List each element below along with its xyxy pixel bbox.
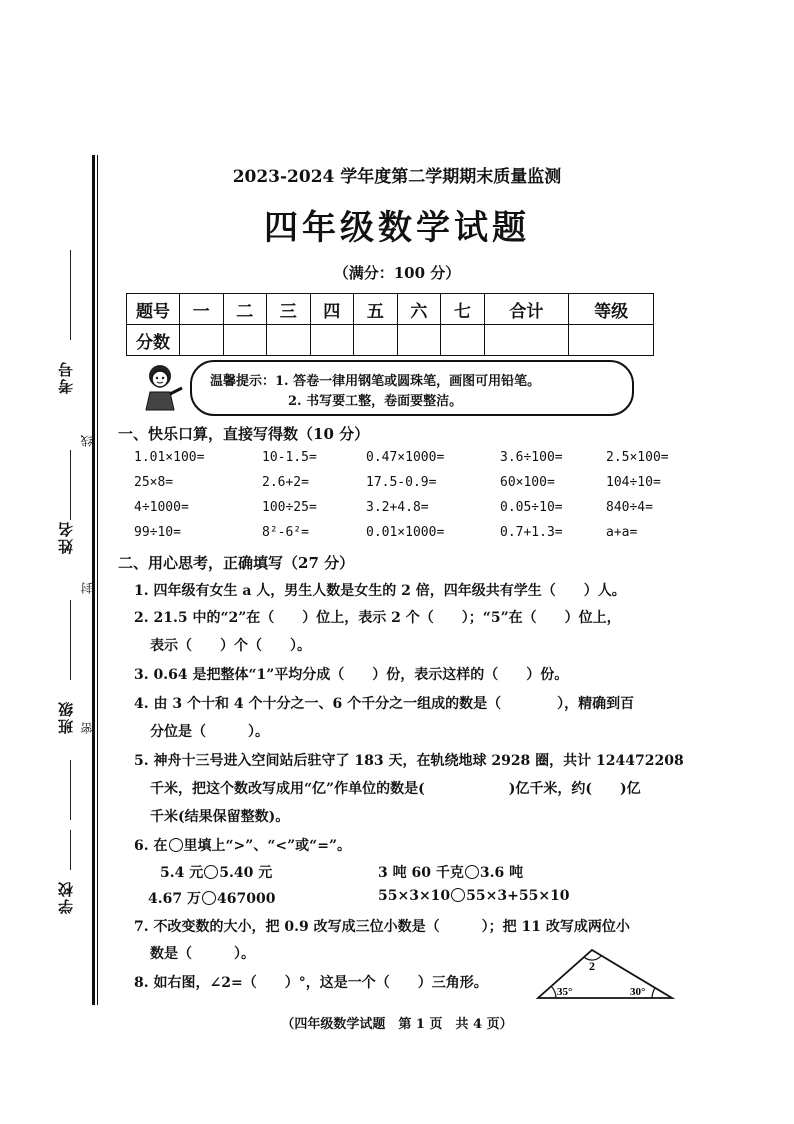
score-header-cell: 等级: [569, 294, 654, 325]
exam-subtitle: 2023-2024 学年度第二学期期末质量监测: [232, 167, 562, 187]
xian-mark: 线: [80, 435, 94, 447]
compare-left: 55×3×10: [378, 888, 451, 904]
calc-item: 2.5×100=: [606, 450, 669, 465]
xuexiao-fill-line: [70, 830, 71, 870]
calc-item: 2.6+2=: [262, 475, 309, 490]
triangle-figure: [534, 944, 676, 1002]
question-7-line1: 7. 不改变数的大小，把 0.9 改写成三位小数是（ ）；把 11 改写成两位小: [134, 919, 630, 935]
question-8: 8. 如右图，∠2=（ ）°，这是一个（ ）三角形。: [134, 975, 488, 991]
question-5-line2: 千米，把这个数改写成用“亿”作单位的数是( )亿千米，约( )亿: [150, 781, 641, 797]
section1-title: 一、快乐口算，直接写得数（10 分）: [118, 425, 370, 443]
xuexiao-label: 学校: [57, 880, 75, 914]
score-cell[interactable]: [180, 325, 224, 356]
question-1: 1. 四年级有女生 a 人，男生人数是女生的 2 倍，四年级共有学生（ ）人。: [134, 583, 626, 599]
tips-bubble: [190, 360, 634, 416]
calc-item: 0.05÷10=: [500, 500, 563, 515]
score-header-cell: 三: [267, 294, 311, 325]
compare-right: 5.40 元: [219, 865, 273, 881]
compare-right: 55×3+55×10: [466, 888, 570, 904]
score-header-cell: 四: [310, 294, 354, 325]
calc-item: 104÷10=: [606, 475, 661, 490]
triangle-angle-left-label: 35°: [557, 986, 573, 998]
cartoon-girl-icon: [138, 362, 188, 412]
compare-left: 5.4 元: [160, 865, 204, 881]
score-cell[interactable]: [267, 325, 311, 356]
exam-title: 四年级数学试题: [264, 208, 530, 248]
compare-right: 467000: [216, 891, 276, 907]
calc-item: 3.6÷100=: [500, 450, 563, 465]
banji-fill-line-2: [70, 760, 71, 820]
tips-line-2: 2. 书写要工整，卷面要整洁。: [288, 394, 463, 409]
score-header-cell: 二: [223, 294, 267, 325]
score-header-cell: 合计: [484, 294, 569, 325]
question-6: [134, 835, 351, 855]
compare-item-d: [378, 888, 570, 904]
compare-left: 3 吨 60 千克: [378, 865, 464, 881]
compare-right: 3.6 吨: [479, 865, 524, 881]
calc-item: 99÷10=: [134, 525, 181, 540]
score-header-cell: 题号: [127, 294, 180, 325]
calc-item: 840÷4=: [606, 500, 653, 515]
calc-item: 4÷1000=: [134, 500, 189, 515]
question-6-tail: 里填上“>”、“<”或“=”。: [183, 838, 352, 854]
question-3: 3. 0.64 是把整体“1”平均分成（ ）份，表示这样的（ ）份。: [134, 667, 569, 683]
mi-mark: 密: [80, 722, 94, 734]
feng-mark: 封: [80, 582, 94, 594]
score-cell[interactable]: [484, 325, 569, 356]
xingming-fill-line: [70, 450, 71, 520]
page-footer: （四年级数学试题 第 1 页 共 4 页）: [281, 1017, 513, 1032]
score-table-header-row: [127, 294, 654, 325]
question-5-line3: 千米(结果保留整数)。: [150, 809, 290, 825]
score-header-cell: 七: [441, 294, 485, 325]
question-4-line2: 分位是（ ）。: [150, 724, 269, 740]
score-cell[interactable]: [223, 325, 267, 356]
kaohao-label: 考号: [57, 360, 75, 394]
compare-item-b: [378, 862, 523, 882]
compare-circle-icon[interactable]: [451, 888, 465, 902]
score-cell[interactable]: [397, 325, 441, 356]
calc-item: 0.47×1000=: [366, 450, 445, 465]
compare-item-c: [148, 888, 275, 908]
compare-circle-icon[interactable]: [202, 891, 216, 905]
question-2-line1: 2. 21.5 中的“2”在（ ）位上，表示 2 个（ ）；“5”在（ ）位上，: [134, 610, 621, 626]
calc-item: 8²-6²=: [262, 525, 309, 540]
question-6-head: 6. 在: [134, 838, 168, 854]
question-2-line2: 表示（ ）个（ ）。: [150, 638, 311, 654]
full-marks: （满分：100 分）: [333, 264, 461, 282]
banji-label: 班级: [57, 700, 75, 734]
score-cell[interactable]: [310, 325, 354, 356]
section2-title: 二、用心思考，正确填写（27 分）: [118, 554, 355, 572]
compare-item-a: [160, 862, 272, 882]
triangle-angle-top-label: 2: [589, 959, 595, 973]
score-header-cell: 五: [354, 294, 398, 325]
calc-item: 60×100=: [500, 475, 555, 490]
score-header-cell: 一: [180, 294, 224, 325]
score-table-score-row: [127, 325, 654, 356]
score-table: [126, 293, 654, 356]
calc-item: 0.01×1000=: [366, 525, 445, 540]
banji-fill-line: [70, 600, 71, 680]
compare-circle-icon[interactable]: [465, 865, 479, 879]
calc-item: 100÷25=: [262, 500, 317, 515]
compare-left: 4.67 万: [148, 891, 201, 907]
calc-item: 10-1.5=: [262, 450, 317, 465]
triangle-angle-right-label: 30°: [630, 986, 646, 998]
score-header-cell: 六: [397, 294, 441, 325]
question-4-line1: 4. 由 3 个十和 4 个十分之一、6 个千分之一组成的数是（ ），精确到百: [134, 696, 635, 712]
question-5-line1: 5. 神舟十三号进入空间站后驻守了 183 天，在轨绕地球 2928 圈，共计 124472208: [134, 753, 684, 769]
calc-item: 0.7+1.3=: [500, 525, 563, 540]
question-7-line2: 数是（ ）。: [150, 946, 255, 962]
score-row-label: 分数: [127, 325, 180, 356]
calc-item: a+a=: [606, 525, 638, 540]
compare-circle-icon: [169, 838, 183, 852]
calc-item: 25×8=: [134, 475, 174, 490]
calc-item: 17.5-0.9=: [366, 475, 437, 490]
tips-line-1: 温馨提示：1. 答卷一律用钢笔或圆珠笔，画图可用铅笔。: [210, 374, 541, 389]
calc-item: 1.01×100=: [134, 450, 205, 465]
score-cell[interactable]: [441, 325, 485, 356]
compare-circle-icon[interactable]: [204, 865, 218, 879]
xingming-label: 姓名: [57, 520, 75, 554]
score-cell[interactable]: [569, 325, 654, 356]
score-cell[interactable]: [354, 325, 398, 356]
calc-item: 3.2+4.8=: [366, 500, 429, 515]
